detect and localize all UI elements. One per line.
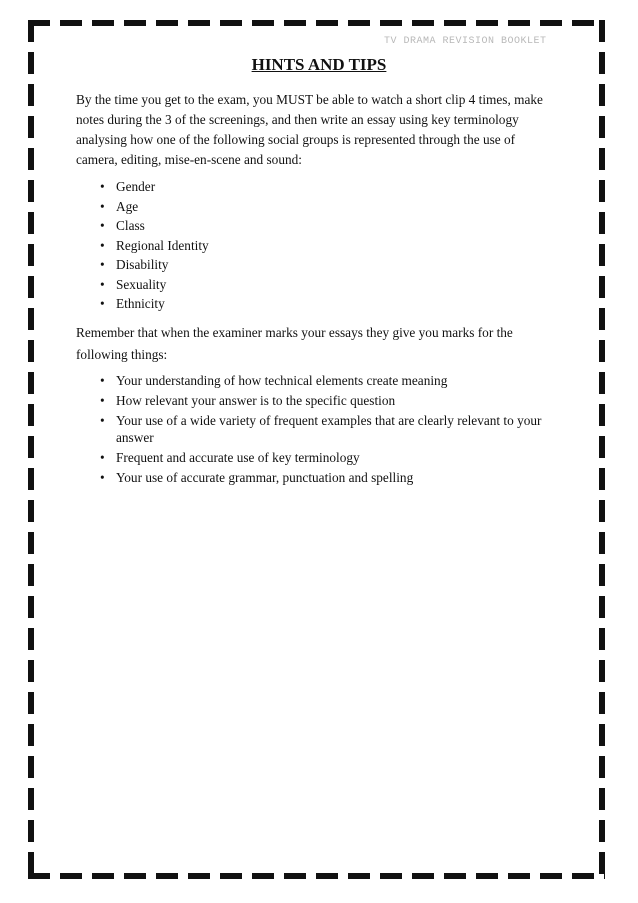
list-item: • Your understanding of how technical elements create meaning <box>100 372 448 388</box>
bullet-icon: • <box>100 179 105 194</box>
list-item: • Regional Identity <box>76 236 556 256</box>
bullet-icon: • <box>100 257 105 272</box>
booklet-header-label: TV DRAMA REVISION BOOKLET <box>384 36 547 47</box>
bullet-icon: • <box>100 218 105 233</box>
bullet-icon: • <box>100 198 105 214</box>
list-item: • Age <box>76 197 556 217</box>
list-item: • Ethnicity <box>76 294 556 314</box>
list-item: • Class <box>76 216 556 236</box>
bullet-icon: • <box>100 296 105 311</box>
bullet-icon: • <box>100 276 105 292</box>
list-item: • Gender <box>76 177 556 197</box>
social-groups-list <box>76 177 556 314</box>
border-top <box>28 20 605 26</box>
list-item: • Your use of a wide variety of frequent examples that are clearly relevant to your answer <box>100 412 542 445</box>
list-item: • Sexuality <box>76 275 556 295</box>
list-item: • Your use of accurate grammar, punctuation and spelling <box>100 469 414 485</box>
bullet-icon: • <box>100 237 105 253</box>
bullet-icon: • <box>100 392 105 408</box>
bullet-icon: • <box>100 469 105 485</box>
list-item: • Frequent and accurate use of key terminology <box>100 449 360 465</box>
marks-paragraph: Remember that when the examiner marks your essays they give you marks for the following things: <box>76 324 513 362</box>
border-left <box>28 20 34 879</box>
intro-paragraph: By the time you get to the exam, you MUST be able to watch a short clip 4 times, make notes during the 3 of the screenings, and then write an essay using key terminology analysing how one of the following social groups is represented through the use of camera, editing, mise-en-scene and sound: <box>76 92 543 167</box>
bullet-icon: • <box>100 372 105 388</box>
bullet-icon: • <box>100 449 105 465</box>
document-body <box>76 90 556 489</box>
marks-list <box>76 372 556 486</box>
page-title: HINTS AND TIPS <box>251 55 387 74</box>
list-item: • Disability <box>76 255 556 275</box>
border-right <box>599 20 605 879</box>
border-bottom <box>28 873 605 879</box>
list-item: • How relevant your answer is to the specific question <box>100 392 396 408</box>
bullet-icon: • <box>100 412 105 428</box>
